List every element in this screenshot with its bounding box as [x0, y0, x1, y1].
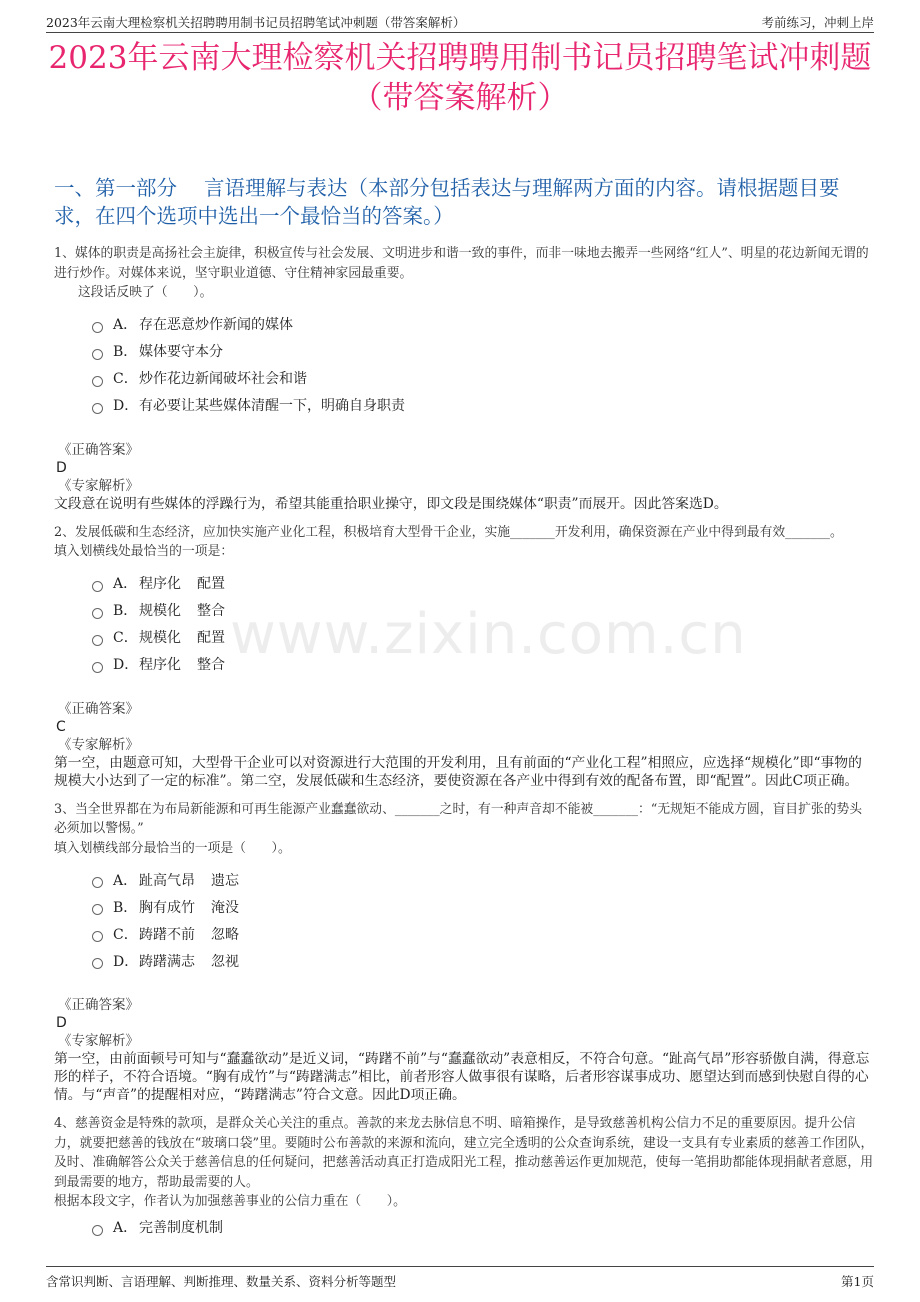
radio-icon[interactable] [92, 1225, 103, 1236]
option-c[interactable]: C． 炒作花边新闻破坏社会和谐 [92, 365, 874, 392]
option-d[interactable]: D． 踌躇满志 忽视 [92, 947, 874, 974]
radio-icon[interactable] [92, 958, 103, 969]
answer-value: D [56, 459, 67, 476]
answer-value: C [56, 718, 66, 735]
radio-icon[interactable] [92, 376, 103, 387]
option-d[interactable]: D． 程序化 整合 [92, 651, 874, 678]
option-c[interactable]: C． 规模化 配置 [92, 624, 874, 651]
watermark: www.zixin.com.cn [230, 602, 747, 667]
option-b[interactable]: B． 胸有成竹 淹没 [92, 893, 874, 920]
question-1 [54, 244, 874, 513]
answer-block [54, 996, 874, 1104]
header-slogan: 考前练习，冲刺上岸 [761, 15, 874, 30]
option-list [54, 866, 874, 974]
question-prompt: 这段话反映了（ ）。 [78, 285, 213, 300]
question-prompt: 填入划横线处最恰当的一项是： [54, 544, 234, 559]
answer-label: 《正确答案》 [58, 441, 139, 458]
radio-icon[interactable] [92, 581, 103, 592]
radio-icon[interactable] [92, 931, 103, 942]
document-title-line-1: 2023年云南大理检察机关招聘聘用制书记员招聘笔试冲刺题 [48, 40, 872, 76]
option-list [54, 1214, 874, 1241]
radio-icon[interactable] [92, 322, 103, 333]
question-stem: 2、发展低碳和生态经济，应加快实施产业化工程，积极培育大型骨干企业，实施_______开发利用，确保资源在产业中得到最有效_______。 [54, 524, 843, 540]
answer-block [54, 441, 874, 513]
option-b[interactable]: B． 媒体要守本分 [92, 338, 874, 365]
option-b[interactable]: B． 规模化 整合 [92, 597, 874, 624]
question-prompt: 根据本段文字，作者认为加强慈善事业的公信力重在（ ）。 [54, 1194, 406, 1209]
radio-icon[interactable] [92, 608, 103, 619]
radio-icon[interactable] [92, 877, 103, 888]
option-a[interactable]: A． 趾高气昂 遗忘 [92, 866, 874, 893]
question-stem: 4、慈善资金是特殊的款项，是群众关心关注的重点。善款的来龙去脉信息不明、暗箱操作，是导致慈善机构公信力不足的重要原因。提升公信力，就要把慈善的钱放在“玻璃口袋”里。要随时公布善款的来源和流向，建立完全透明的公众查询系统，建设一支具有专业素质的慈善工作团队，及时、准确解答公众关于慈善信息的任何疑问，把慈善活动真正打造成阳光工程，推动慈善运作更加规范，使每一笔捐助都能体现捐献者意愿，用到最需要的地方，帮助最需要的人。 [54, 1116, 874, 1190]
analysis-label: 《专家解析》 [58, 736, 139, 753]
answer-label: 《正确答案》 [58, 997, 139, 1013]
question-4 [54, 1114, 874, 1241]
page-footer [46, 1266, 874, 1289]
answer-value: D [56, 1015, 67, 1031]
page-header [46, 10, 874, 33]
question-list [54, 244, 874, 1251]
analysis-text: 第一空，由题意可知，大型骨干企业可以对资源进行大范围的开发利用，且有前面的“产业化工程”相照应，应选择“规模化”即“事物的规模大小达到了一定的标准”。第二空，发展低碳和生态经济，要使资源在各产业中得到有效的配备布置，即“配置”。因此C项正确。 [54, 754, 862, 789]
question-prompt: 填入划横线部分最恰当的一项是（ ）。 [54, 840, 291, 856]
document-title-line-2: （带答案解析） [351, 80, 569, 116]
option-list [54, 311, 874, 419]
document-title [30, 38, 890, 118]
radio-icon[interactable] [92, 403, 103, 414]
answer-label: 《正确答案》 [58, 700, 139, 717]
page-number: 第1页 [841, 1274, 874, 1289]
analysis-label: 《专家解析》 [58, 1033, 139, 1049]
answer-block [54, 700, 874, 790]
question-3 [54, 800, 874, 1105]
radio-icon[interactable] [92, 662, 103, 673]
question-stem: 3、当全世界都在为布局新能源和可再生能源产业蠢蠢欲动、_______之时，有一种声音却不能被_______：“无规矩不能成方圆，盲目扩张的势头必须加以警惕。” [54, 801, 863, 836]
question-stem: 1、媒体的职责是高扬社会主旋律，积极宣传与社会发展、文明进步和谐一致的事件，而非一味地去搬弄一些网络“红人”、明星的花边新闻无谓的进行炒作。对媒体来说，坚守职业道德、守住精神家园最重要。 [54, 246, 869, 281]
option-a[interactable]: A． 程序化 配置 [92, 570, 874, 597]
radio-icon[interactable] [92, 635, 103, 646]
analysis-label: 《专家解析》 [58, 477, 139, 494]
header-document-title: 2023年云南大理检察机关招聘聘用制书记员招聘笔试冲刺题（带答案解析） [46, 15, 466, 30]
analysis-text: 第一空，由前面顿号可知与“蠢蠢欲动”是近义词，“踌躇不前”与“蠢蠢欲动”表意相反，不符合句意。“趾高气昂”形容骄傲自满，得意忘形的样子，不符合语境。“胸有成竹”与“踌躇满志”相比，前者形容人做事很有谋略，后者形容谋事成功、愿望达到而感到快慰自得的心情。与“声音”的提醒相对应，“踌躇满志”符合文意。因此D项正确。 [54, 1051, 870, 1103]
option-list [54, 570, 874, 678]
option-a[interactable]: A． 存在恶意炒作新闻的媒体 [92, 311, 874, 338]
footer-question-types: 含常识判断、言语理解、判断推理、数量关系、资料分析等题型 [46, 1274, 397, 1289]
question-2 [54, 523, 874, 790]
radio-icon[interactable] [92, 349, 103, 360]
option-a[interactable]: A． 完善制度机制 [92, 1214, 874, 1241]
option-c[interactable]: C． 踌躇不前 忽略 [92, 920, 874, 947]
option-d[interactable]: D． 有必要让某些媒体清醒一下，明确自身职责 [92, 392, 874, 419]
radio-icon[interactable] [92, 904, 103, 915]
analysis-text: 文段意在说明有些媒体的浮躁行为，希望其能重拾职业操守，即文段是围绕媒体“职责”而展开。因此答案选D。 [54, 495, 728, 512]
section-heading: 一、第一部分 言语理解与表达（本部分包括表达与理解两方面的内容。请根据题目要求，在四个选项中选出一个最恰当的答案。） [54, 176, 840, 228]
